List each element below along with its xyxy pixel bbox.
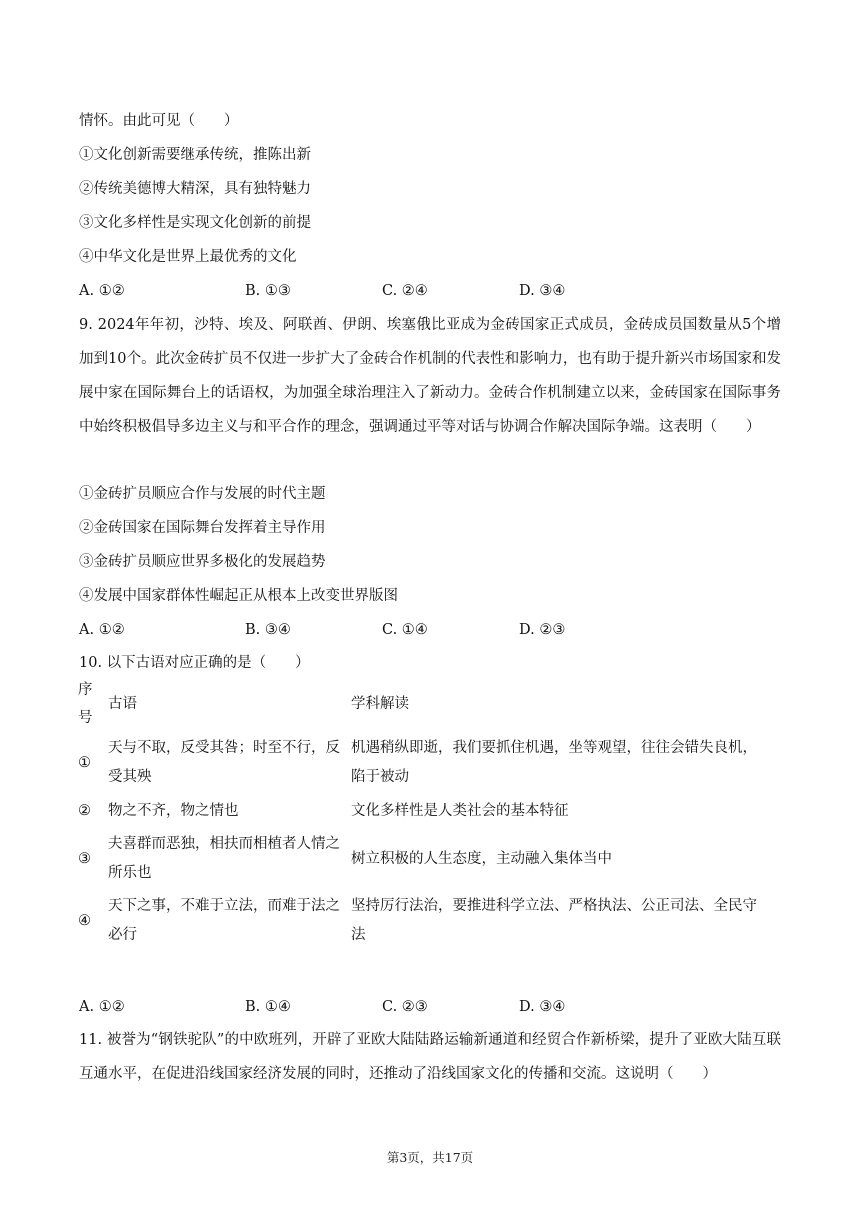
q10-option-c[interactable]: C. ②③ xyxy=(382,999,428,1015)
row-reading: 树立积极的人生态度，主动融入集体当中 xyxy=(351,850,612,867)
row-quote: 天下之事，不难于立法，而难于法之必行 xyxy=(108,898,340,943)
row-num: ④ xyxy=(78,912,91,929)
q10-table xyxy=(74,676,771,952)
table-header-row xyxy=(74,676,771,732)
q8-option-b[interactable]: B. ①③ xyxy=(245,283,291,299)
row-quote: 天与不取，反受其咎；时至不行，反受其殃 xyxy=(108,740,340,785)
row-num: ② xyxy=(78,802,91,819)
q9-statement-3: ③金砖扩员顺应世界多极化的发展趋势 xyxy=(79,554,326,570)
q9-option-c[interactable]: C. ①④ xyxy=(382,622,428,638)
row-quote: 物之不齐，物之情也 xyxy=(108,802,239,819)
q10-option-d[interactable]: D. ③④ xyxy=(519,999,566,1015)
header-quote: 古语 xyxy=(108,695,137,712)
row-quote: 夫喜群而恶独，相扶而相植者人情之所乐也 xyxy=(108,836,340,881)
header-reading: 学科解读 xyxy=(351,695,409,712)
q9-statement-1: ①金砖扩员顺应合作与发展的时代主题 xyxy=(79,486,326,502)
q9-options xyxy=(79,620,779,640)
q10-stem: 10. 以下古语对应正确的是（ ） xyxy=(79,655,310,671)
q8-option-a[interactable]: A. ①② xyxy=(79,283,125,299)
table-row xyxy=(74,828,771,890)
header-num: 序号 xyxy=(78,682,93,726)
q9-statement-4: ④发展中国家群体性崛起正从根本上改变世界版图 xyxy=(79,588,398,604)
q10-option-b[interactable]: B. ①④ xyxy=(245,999,291,1015)
q10-options xyxy=(79,997,779,1017)
q9-option-b[interactable]: B. ③④ xyxy=(245,622,291,638)
q8-option-c[interactable]: C. ②④ xyxy=(382,283,428,299)
table-row xyxy=(74,732,771,794)
table-row xyxy=(74,890,771,952)
page-footer: 第3页，共17页 xyxy=(386,1150,474,1165)
row-num: ① xyxy=(78,754,91,771)
q9-option-d[interactable]: D. ②③ xyxy=(519,622,566,638)
q8-option-d[interactable]: D. ③④ xyxy=(519,283,566,299)
q9-option-a[interactable]: A. ①② xyxy=(79,622,125,638)
q9-stem: 9. 2024年年初，沙特、埃及、阿联酋、伊朗、埃塞俄比亚成为金砖国家正式成员，金砖成员国数量从5个增加到10个。此次金砖扩员不仅进一步扩大了金砖合作机制的代表性和影响力，也有助于提升新兴市场国家和发展中家在国际舞台上的话语权，为加强全球治理注入了新动力。金砖合作机制建立以来，金砖国家在国际事务中始终积极倡导多边主义与和平合作的理念，强调通过平等对话与协调合作解决国际争端。这表明（ ） xyxy=(79,317,781,435)
q9-statement-2: ②金砖国家在国际舞台发挥着主导作用 xyxy=(79,520,326,536)
q11-stem: 11. 被誉为“钢铁驼队”的中欧班列，开辟了亚欧大陆陆路运输新通道和经贸合作新桥梁，提升了亚欧大陆互联互通水平，在促进沿线国家经济发展的同时，还推动了沿线国家文化的传播和交流。这说明（ ） xyxy=(79,1032,781,1082)
row-reading: 坚持厉行法治，要推进科学立法、严格执法、公正司法、全民守法 xyxy=(351,898,757,943)
q8-stem-tail: 情怀。由此可见（ ） xyxy=(79,113,239,129)
row-reading: 机遇稍纵即逝，我们要抓住机遇，坐等观望，往往会错失良机，陷于被动 xyxy=(351,740,757,785)
q8-statement-1: ①文化创新需要继承传统，推陈出新 xyxy=(79,147,311,163)
q10-option-a[interactable]: A. ①② xyxy=(79,999,125,1015)
row-num: ③ xyxy=(78,850,91,867)
q8-options xyxy=(79,281,779,301)
q8-statement-3: ③文化多样性是实现文化创新的前提 xyxy=(79,215,311,231)
q8-statement-4: ④中华文化是世界上最优秀的文化 xyxy=(79,249,297,265)
row-reading: 文化多样性是人类社会的基本特征 xyxy=(351,802,569,819)
table-row xyxy=(74,794,771,828)
q8-statement-2: ②传统美德博大精深，具有独特魅力 xyxy=(79,181,311,197)
